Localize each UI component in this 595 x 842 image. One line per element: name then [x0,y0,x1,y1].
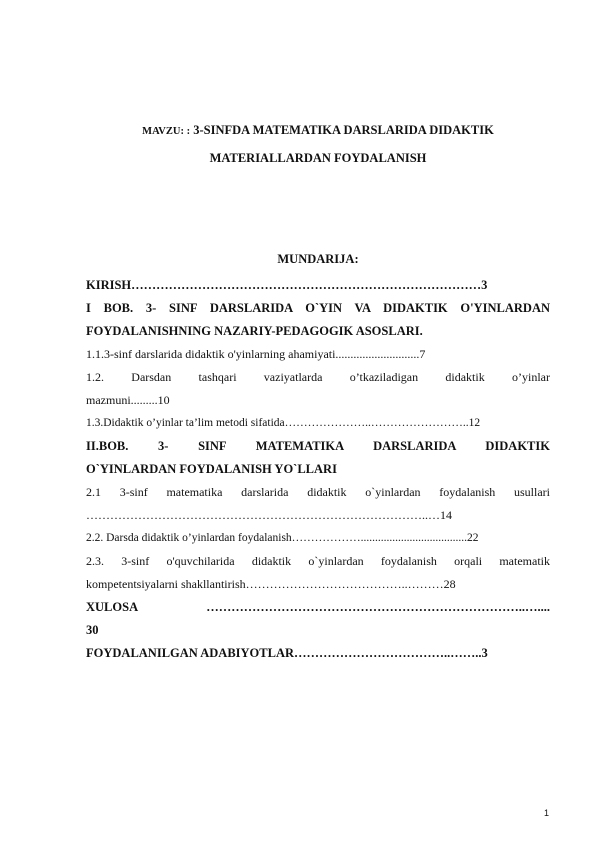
topic-title-line2: MATERIALLARDAN FOYDALANISH [209,151,427,165]
toc-entry-2-3-line2: kompetentsiyalarni shakllantirish…………………………………..………28 [86,577,456,591]
toc-entry-chapter1-line2: FOYDALANISHNING NAZARIY-PEDAGOGIK ASOSLARI. [86,324,423,338]
toc-entry-1-2-line2: mazmuni.........10 [86,393,170,407]
toc-entry-2-1-line2: …………………………………………………………………………..…14 [86,508,452,522]
topic-title-line1 [86,118,550,144]
table-of-contents [86,274,550,665]
toc-entry-chapter2-line1: II.BOB. 3- SINF MATEMATIKA DARSLARIDA DIDAKTIK [86,439,550,453]
toc-entry-chapter2-line2: O`YINLARDAN FOYDALANISH YO`LLARI [86,462,337,476]
toc-heading: MUNDARIJA: [277,252,359,266]
toc-entry-2-3-line1: 2.3. 3-sinf o'quvchilarida didaktik o`yinlardan foydalanish orqali matematik [86,554,550,568]
toc-entry-conclusion-page: 30 [86,623,99,637]
toc-entry-references: FOYDALANILGAN ADABIYOTLAR………………………………..……..3 [86,646,488,660]
toc-entry-chapter1-line1: I BOB. 3- SINF DARSLARIDA O`YIN VA DIDAKTIK O'YINLARDAN [86,301,550,315]
page-number: 1 [543,808,549,818]
toc-entry-1-2-line1: 1.2. Darsdan tashqari vaziyatlarda o’tkaziladigan didaktik o’yinlar [86,370,550,384]
toc-entry-conclusion: XULOSA …………………………………………………………………..….... [86,600,550,614]
toc-entry-1-1: 1.1.3-sinf darslarida didaktik o'yinlarning ahamiyati............................7 [86,347,426,361]
toc-entry-2-2: 2.2. Darsda didaktik o’yinlardan foydalanish……………….....................................22 [86,532,479,544]
topic-title-text: 3-SINFDA MATEMATIKA DARSLARIDA DIDAKTIK [193,123,494,137]
topic-label: MAVZU: : [142,126,191,137]
toc-entry-introduction: KIRISH…………………………………………………………………………3 [86,278,488,292]
toc-entry-2-1-line1: 2.1 3-sinf matematika darslarida didaktik o`yinlardan foydalanish usullari [86,485,550,499]
toc-entry-1-3: 1.3.Didaktik o’yinlar ta’lim metodi sifatida…………………..……………………..12 [86,417,481,429]
